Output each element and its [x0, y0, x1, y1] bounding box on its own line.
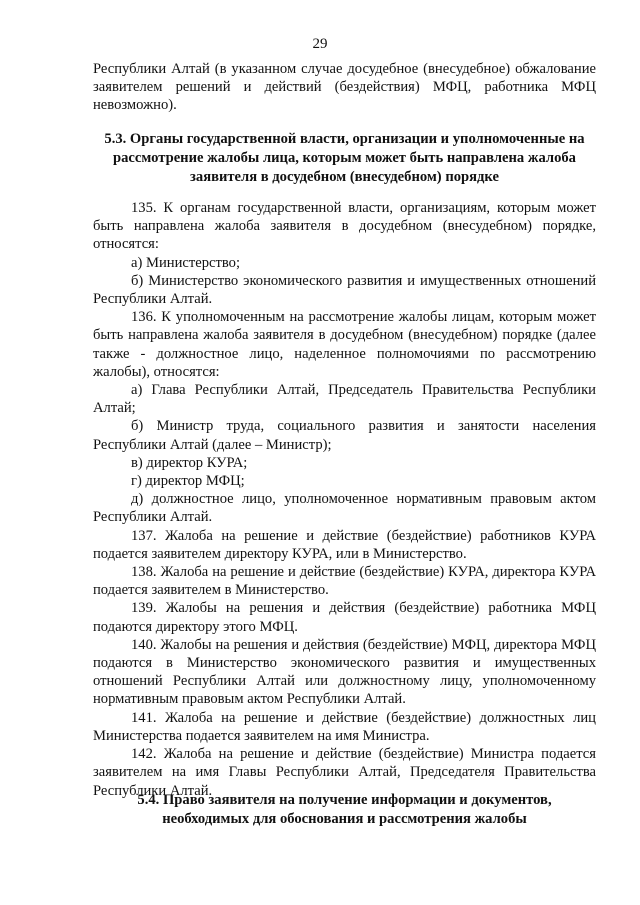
paragraph-10: 137. Жалоба на решение и действие (бездействие) работников КУРА подается заявителем директору КУРА, или в Министерство. [93, 527, 596, 562]
paragraph-12: 139. Жалобы на решения и действия (бездействие) работника МФЦ подаются директору этого МФЦ. [93, 600, 596, 635]
paragraph-14: 141. Жалоба на решение и действие (бездействие) должностных лиц Министерства подается заявителем на имя Министра. [93, 709, 596, 744]
paragraph-11: 138. Жалоба на решение и действие (бездействие) КУРА, директора КУРА подается заявителем в Министерство. [93, 564, 596, 599]
paragraph-13: 140. Жалобы на решения и действия (бездействие) МФЦ, директора МФЦ подаются в Министерство экономического развития и имущественных отношений Республики Алтай или должностному лицу, уполномоченному нормативным правовым актом Республики Алтай. [93, 636, 596, 708]
paragraph-7: в) директор КУРА; [131, 454, 248, 471]
section-5-3-body [93, 199, 596, 800]
section-5-4-heading: 5.4. Право заявителя на получение информации и документов, необходимых для обоснования и рассмотрения жалобы [137, 792, 552, 827]
paragraph-2: а) Министерство; [131, 254, 241, 271]
paragraph-4: 136. К уполномоченным на рассмотрение жалобы лицам, которым может быть направлена жалоба заявителя в досудебном (внесудебном) порядке (далее также - должностное лицо, наделенное полномочиями по рассмотрению жалобы), относятся: [93, 309, 596, 380]
paragraph-3: б) Министерство экономического развития и имущественных отношений Республики Алтай. [93, 272, 596, 308]
page-number: 29 [312, 36, 328, 52]
paragraph-8: г) директор МФЦ; [131, 473, 245, 490]
paragraph-5: а) Глава Республики Алтай, Председатель Правительства Республики Алтай; [93, 382, 596, 417]
paragraph-6: б) Министр труда, социального развития и занятости населения Республики Алтай (далее – Министр); [93, 418, 596, 453]
intro-paragraph: Республики Алтай (в указанном случае досудебное (внесудебное) обжалование заявителем решений и действий (бездействия) МФЦ, работника МФЦ невозможно). [93, 61, 596, 114]
section-5-3-heading: 5.3. Органы государственной власти, организации и уполномоченные на рассмотрение жалобы лица, которым может быть направлена жалоба заявителя в досудебном (внесудебном) порядке [104, 131, 585, 185]
paragraph-9: д) должностное лицо, уполномоченное нормативным правовым актом Республики Алтай. [93, 491, 596, 526]
intro-block [93, 60, 596, 115]
paragraph-1: 135. К органам государственной власти, организациям, которым может быть направлена жалоба заявителя в досудебном (внесудебном) порядке, относятся: [93, 200, 596, 253]
paragraph-15: 142. Жалоба на решение и действие (бездействие) Министра подается заявителем на имя Главы Республики Алтай, Председателя Правительства Республики Алтай. [93, 746, 596, 799]
